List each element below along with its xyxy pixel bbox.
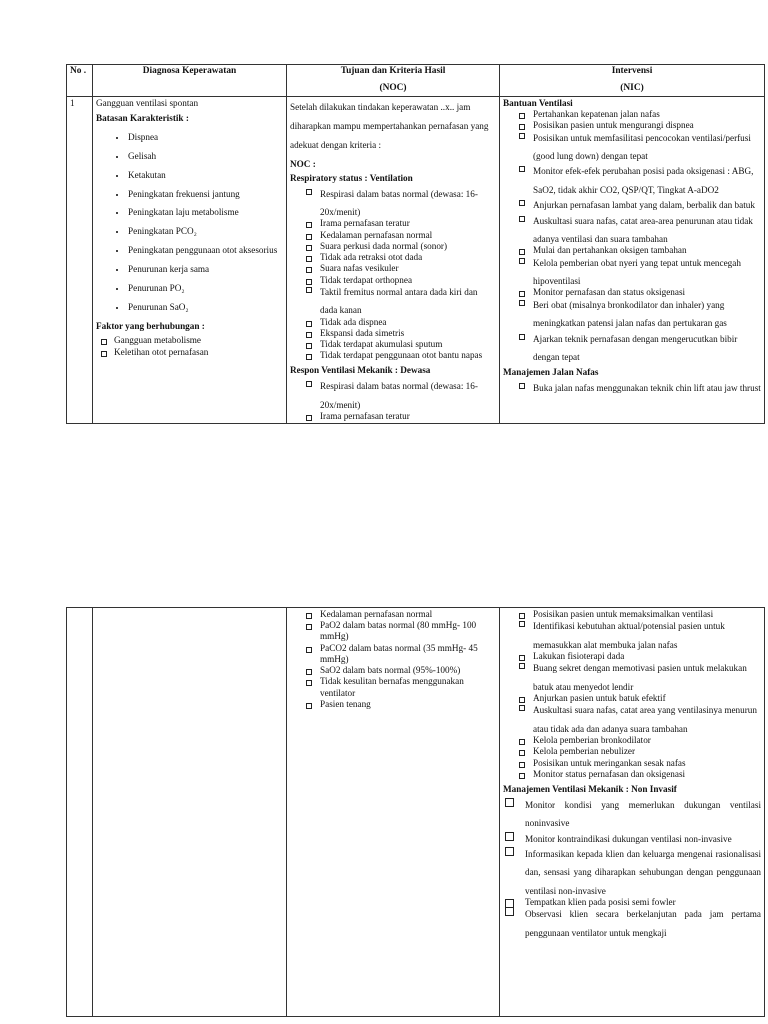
respiratory-status-item: Tidak ada dispnea xyxy=(290,317,496,328)
batasan-item: Gelisah xyxy=(96,147,283,166)
tujuan-cell-continued xyxy=(287,608,500,1017)
respon-ventilasi-list xyxy=(290,377,496,422)
batasan-item: Peningkatan laju metabolisme xyxy=(96,203,283,222)
respiratory-status-item: Suara nafas vesikuler xyxy=(290,263,496,274)
bantuan-ventilasi-item: Anjurkan pernafasan lambat yang dalam, berbalik dan batuk xyxy=(503,196,761,214)
tujuan-continued-item: Tidak kesulitan bernafas menggunakan ventilator xyxy=(290,676,496,698)
faktor-title: Faktor yang berhubungan : xyxy=(96,320,205,331)
intervensi-cell-continued xyxy=(500,608,765,1017)
intervensi-continued-item: Posisikan pasien untuk memaksimalkan ventilasi xyxy=(503,609,761,620)
header-intervensi-line2: (NIC) xyxy=(620,83,644,94)
bantuan-ventilasi-item: Monitor pernafasan dan status oksigenasi xyxy=(503,287,761,298)
respiratory-status-item: Suara perkusi dada normal (sonor) xyxy=(290,241,496,252)
batasan-item: Peningkatan penggunaan otot aksesorius xyxy=(96,241,283,260)
bantuan-ventilasi-item: Pertahankan kepatenan jalan nafas xyxy=(503,109,761,120)
respon-ventilasi-title: Respon Ventilasi Mekanik : Dewasa xyxy=(290,365,431,376)
batasan-item: Dispnea xyxy=(96,128,283,147)
respiratory-status-list xyxy=(290,185,496,362)
bantuan-ventilasi-item: Posisikan pasien untuk mengurangi dispnea xyxy=(503,120,761,131)
bantuan-ventilasi-item: Beri obat (misalnya bronkodilator dan inhaler) yang meningkatkan patensi jalan nafas dan pertukaran gas xyxy=(503,296,761,333)
tujuan-continued-item: SaO2 dalam bats normal (95%-100%) xyxy=(290,665,496,676)
tujuan-cell xyxy=(287,96,500,423)
tujuan-continued-item: PaCO2 dalam batas normal (35 mmHg- 45 mmHg) xyxy=(290,643,496,665)
intervensi-continued-item: Lakukan fisioterapi dada xyxy=(503,651,761,662)
respiratory-status-item: Respirasi dalam batas normal (dewasa: 16-20x/menit) xyxy=(290,185,496,222)
batasan-item: Peningkatan frekuensi jantung xyxy=(96,185,283,204)
table-header-row xyxy=(67,65,765,97)
manajemen-ventilasi-item: Monitor kontraindikasi dukungan ventilasi non-invasive xyxy=(503,830,761,848)
header-intervensi-line1: Intervensi xyxy=(611,66,653,76)
batasan-list xyxy=(96,128,283,317)
manajemen-jalan-nafas-list xyxy=(503,379,761,397)
tujuan-continued-list xyxy=(290,609,496,710)
intervensi-continued-list xyxy=(503,609,761,780)
manajemen-ventilasi-item: Tempatkan klien pada posisi semi fowler xyxy=(503,897,761,908)
faktor-item: Gangguan metabolisme xyxy=(96,335,283,346)
header-tujuan-line2: (NOC) xyxy=(379,83,407,94)
batasan-item: Penurunan SaO₂ xyxy=(96,298,283,317)
intervensi-continued-item: Auskultasi suara nafas, catat area yang ventilasinya menurun atau tidak ada dan adanya suara tambahan xyxy=(503,701,761,738)
header-tujuan-line1: Tujuan dan Kriteria Hasil xyxy=(340,66,446,76)
bantuan-ventilasi-title: Bantuan Ventilasi xyxy=(503,97,573,108)
respiratory-status-item: Kedalaman pernafasan normal xyxy=(290,230,496,241)
intervensi-continued-item: Identifikasi kebutuhan aktual/potensial pasien untuk memasukkan alat membuka jalan nafas xyxy=(503,617,761,654)
manajemen-jalan-nafas-title: Manajemen Jalan Nafas xyxy=(503,367,599,378)
tujuan-intro: Setelah dilakukan tindakan keperawatan ..x.. jam diharapkan mampu mempertahankan pernafasan yang adekuat dengan kriteria : xyxy=(290,101,489,150)
row-number: 1 xyxy=(67,96,93,423)
batasan-item: Penurunan PO₂ xyxy=(96,279,283,298)
manajemen-jalan-nafas-item: Buka jalan nafas menggunakan teknik chin lift atau jaw thrust xyxy=(503,379,761,397)
noc-label: NOC : xyxy=(290,158,316,169)
faktor-item: Keletihan otot pernafasan xyxy=(96,347,283,358)
respiratory-status-item: Tidak terdapat penggunaan otot bantu napas xyxy=(290,350,496,361)
respiratory-status-item: Irama pernafasan teratur xyxy=(290,218,496,229)
bantuan-ventilasi-item: Auskultasi suara nafas, catat area-area penurunan atau tidak adanya ventilasi dan suara tambahan xyxy=(503,212,761,249)
bantuan-ventilasi-item: Posisikan untuk memfasilitasi pencocokan ventilasi/perfusi (good lung down) dengan tepat xyxy=(503,129,761,166)
tujuan-continued-item: PaO2 dalam batas normal (80 mmHg- 100 mmHg) xyxy=(290,620,496,642)
tujuan-continued-item: Pasien tenang xyxy=(290,699,496,710)
intervensi-continued-item: Anjurkan pasien untuk batuk efektif xyxy=(503,693,761,704)
bantuan-ventilasi-item: Ajarkan teknik pernafasan dengan mengerucutkan bibir dengan tepat xyxy=(503,330,761,367)
manajemen-ventilasi-list xyxy=(503,796,761,942)
bantuan-ventilasi-item: Kelola pemberian obat nyeri yang tepat untuk mencegah hipoventilasi xyxy=(503,254,761,291)
care-plan-table-2 xyxy=(66,607,765,1017)
manajemen-ventilasi-item: Observasi klien secara berkelanjutan pada jam pertama penggunaan ventilator untuk mengkaji xyxy=(503,905,761,942)
manajemen-ventilasi-title: Manajemen Ventilasi Mekanik : Non Invasif xyxy=(503,783,677,794)
batasan-title: Batasan Karakteristik : xyxy=(96,113,189,124)
header-tujuan xyxy=(287,65,500,97)
header-intervensi xyxy=(500,65,765,97)
respiratory-status-item: Tidak terdapat akumulasi sputum xyxy=(290,339,496,350)
manajemen-ventilasi-item: Informasikan kepada klien dan keluarga mengenai rasionalisasi dan, sensasi yang diharapkan sehubungan dengan penggunaan ventilasi non-invasive xyxy=(503,845,761,900)
batasan-item: Ketakutan xyxy=(96,166,283,185)
bantuan-ventilasi-item: Monitor efek-efek perubahan posisi pada oksigenasi : ABG, SaO2, tidak akhir CO2, QSP/QT, Tingkat A-aDO2 xyxy=(503,162,761,199)
tujuan-continued-item: Kedalaman pernafasan normal xyxy=(290,609,496,620)
respon-ventilasi-item: Irama pernafasan teratur xyxy=(290,411,496,422)
header-no: No . xyxy=(67,65,93,97)
diagnosa-cell-empty xyxy=(93,608,287,1017)
bantuan-ventilasi-list xyxy=(503,109,761,366)
intervensi-continued-item: Buang sekret dengan memotivasi pasien untuk melakukan batuk atau menyedot lendir xyxy=(503,659,761,696)
diagnosa-title: Gangguan ventilasi spontan xyxy=(96,97,199,108)
intervensi-continued-item: Posisikan untuk meringankan sesak nafas xyxy=(503,758,761,769)
intervensi-continued-item: Monitor status pernafasan dan oksigenasi xyxy=(503,769,761,780)
respiratory-status-title: Respiratory status : Ventilation xyxy=(290,173,413,184)
table-row xyxy=(67,96,765,423)
table-row xyxy=(67,608,765,1017)
bantuan-ventilasi-item: Mulai dan pertahankan oksigen tambahan xyxy=(503,245,761,256)
batasan-item: Penurunan kerja sama xyxy=(96,260,283,279)
respon-ventilasi-item: Respirasi dalam batas normal (dewasa: 16-20x/menit) xyxy=(290,377,496,414)
diagnosa-cell xyxy=(93,96,287,423)
intervensi-continued-item: Kelola pemberian bronkodilator xyxy=(503,735,761,746)
faktor-list xyxy=(96,335,283,357)
row-number-empty xyxy=(67,608,93,1017)
batasan-item: Peningkatan PCO₂ xyxy=(96,222,283,241)
header-diagnosa: Diagnosa Keperawatan xyxy=(93,65,287,97)
manajemen-ventilasi-item: Monitor kondisi yang memerlukan dukungan ventilasi noninvasive xyxy=(503,796,761,833)
respiratory-status-item: Taktil fremitus normal antara dada kiri dan dada kanan xyxy=(290,283,496,320)
care-plan-table-1 xyxy=(66,64,765,424)
respiratory-status-item: Tidak ada retraksi otot dada xyxy=(290,252,496,263)
intervensi-continued-item: Kelola pemberian nebulizer xyxy=(503,746,761,757)
intervensi-cell xyxy=(500,96,765,423)
respiratory-status-item: Ekspansi dada simetris xyxy=(290,328,496,339)
respiratory-status-item: Tidak terdapat orthopnea xyxy=(290,275,496,286)
